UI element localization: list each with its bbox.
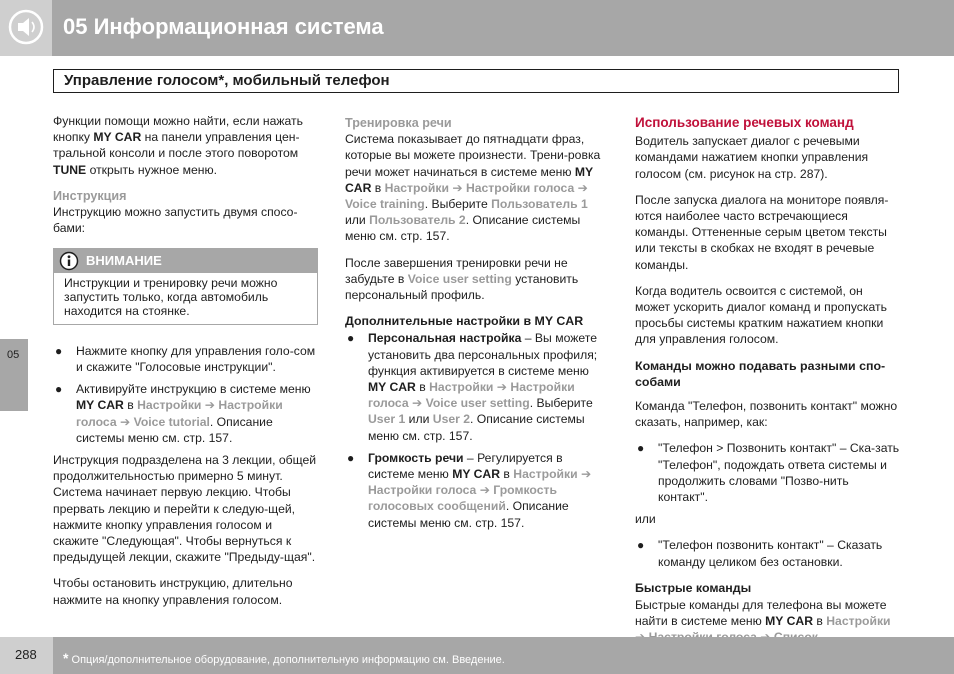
voice-commands-heading: Использование речевых команд — [635, 115, 854, 130]
commands-list-1 — [635, 440, 900, 505]
warning-header — [54, 249, 317, 273]
training-heading: Тренировка речи — [345, 116, 452, 130]
speaker-icon — [8, 8, 44, 46]
instruction-heading: Инструкция — [53, 188, 127, 203]
info-icon — [58, 251, 80, 271]
list-item: ● Громкость речи – Регулируется в системе меню MY CAR в Настройки ➔ Настройки голоса ➔ Громкость голосовых сообщений. Описание системы меню см. стр. 157. — [347, 450, 592, 530]
page-number-box — [0, 637, 53, 674]
paragraph: После запуска диалога на мониторе появля-ются наиболее часто встречающиеся команды. Оттененные серым цветом тексты или тексты в скобках не входят в речевые команды. — [635, 192, 889, 272]
instruction-list — [53, 343, 318, 446]
paragraph: Когда водитель освоится с системой, он может ускорить диалог команд и пропускать просьбы системы кратким нажатием кнопки для управления голосом. — [635, 283, 887, 347]
lecture-paragraph: Инструкция подразделена на 3 лекции, общей продолжительностью примерно 5 минут. Система начинает первую лекцию. Чтобы прервать лекцию и перейти к следую-щей, нажмите кнопку управления голосом и скажите "Следующая". Чтобы вернуться к предыдущей лекции, скажите "Предыду-щая". — [53, 453, 317, 565]
warning-text: Инструкции и тренировку речи можно запустить только, когда автомобиль находится на стоянке. — [64, 276, 278, 319]
warning-box — [53, 248, 318, 324]
commands-text: Команда "Телефон, позвонить контакт" можно сказать, например, как: — [635, 399, 898, 430]
chapter-icon-box — [0, 0, 52, 56]
quick-commands-text: Быстрые команды для телефона вы можете найти в системе меню MY CAR в Настройки — [635, 598, 891, 629]
training-text: Система показывает до пятнадцати фраз, которые вы можете произнести. Трени-ровка речи может начинаться в системе меню MY CAR в Настройки ➔ Настройки голоса ➔ Voice training. Выберите Пользователь 1 или Пользователь 2. Описание системы меню см. стр. 157. — [345, 132, 601, 244]
column-1 — [53, 113, 318, 618]
or-text: или — [635, 512, 656, 527]
list-item: ● Нажмите кнопку для управления голо-сом и скажите "Голосовые инструкции". — [55, 343, 316, 375]
page-number: 288 — [15, 647, 37, 662]
mycar-settings-list — [345, 330, 610, 530]
list-item: ● Персональная настройка – Вы можете установить два персональных профиля; функция активируется в системе меню MY CAR в Настройки ➔ Настройки голоса ➔ Voice user setting. Выберите User 1 или User 2. Описание системы меню см. стр. 157. — [347, 331, 598, 443]
list-item: ● "Телефон позвонить контакт" – Сказать команду целиком без остановки. — [637, 538, 883, 569]
mycar-settings-heading: Дополнительные настройки в MY CAR — [345, 314, 584, 329]
warning-title: ВНИМАНИЕ — [86, 253, 162, 269]
instruction-text: Инструкцию можно запустить двумя спосо-бами: — [53, 205, 298, 236]
column-3 — [635, 113, 900, 656]
stop-paragraph: Чтобы остановить инструкцию, длительно нажмите на кнопку управления голосом. — [53, 576, 293, 607]
quick-commands-heading: Быстрые команды — [635, 580, 752, 595]
commands-heading: Команды можно подавать разными спо-собами — [635, 358, 886, 389]
after-training-text: После завершения тренировки речи не забудьте в Voice user setting установить персональный профиль. — [345, 255, 579, 303]
chapter-side-tab — [0, 339, 28, 411]
chapter-title: 05 Информационная система — [63, 14, 384, 39]
list-item: ● Активируйте инструкцию в системе меню MY CAR в Настройки ➔ Настройки голоса ➔ Voice tutorial. Описание системы меню см. стр. 157. — [55, 382, 311, 445]
commands-list-2 — [635, 537, 900, 569]
paragraph: Водитель запускает диалог с речевыми командами нажатием кнопки управления голосом (см. рисунок на стр. 287). — [635, 134, 869, 181]
footnote: * Опция/дополнительное оборудование, дополнительную информацию см. Введение. — [63, 650, 505, 666]
section-title: Управление голосом*, мобильный телефон — [53, 69, 899, 93]
list-item: ● "Телефон > Позвонить контакт" – Ска-зать "Телефон", подождать ответа системы и продолжить словами "Позво-нить контакт". — [637, 441, 900, 505]
column-2 — [345, 113, 610, 537]
side-tab-label: 05 — [7, 349, 20, 361]
intro-paragraph: Функции помощи можно найти, если нажать кнопку MY CAR на панели управления цен-тральной консоли и после этого поворотом TUNE открыть нужное меню. — [53, 114, 303, 177]
